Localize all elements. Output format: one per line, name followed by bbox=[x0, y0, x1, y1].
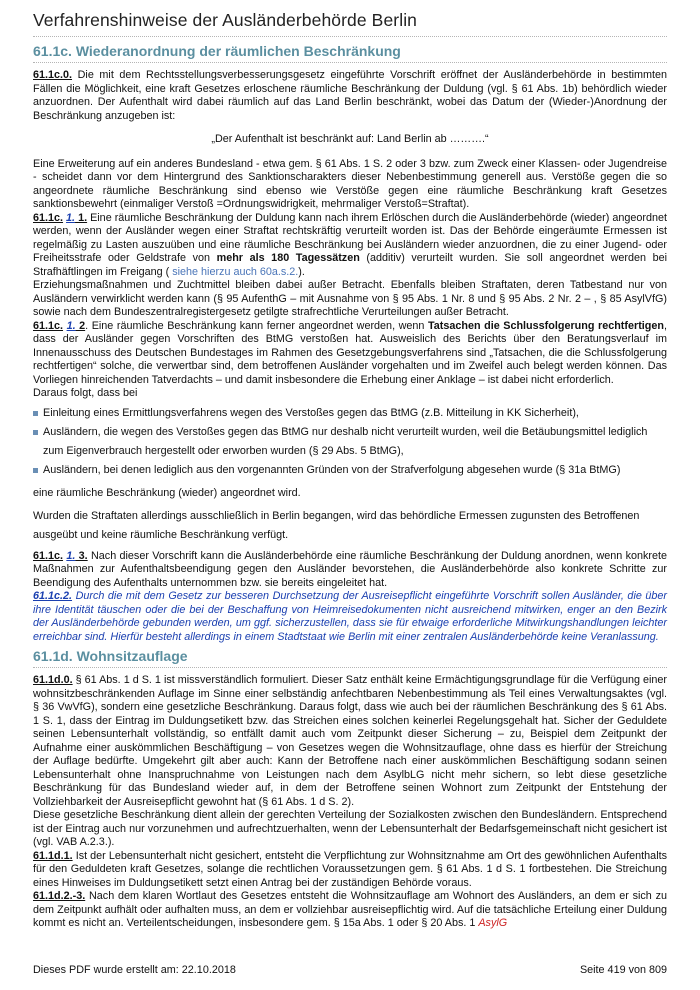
document-title: Verfahrenshinweise der Ausländerbehörde Berlin bbox=[33, 10, 667, 37]
paragraph-number: 1. bbox=[75, 211, 88, 224]
paragraph-number: 2 bbox=[75, 319, 86, 332]
paragraph-ref: 61.1c. bbox=[33, 549, 64, 562]
paragraph-ref: 61.1d.0. bbox=[33, 674, 73, 686]
paragraph-text: Nach dem klaren Wortlaut des Gesetzes entsteht die Wohnsitzauflage am Wohnort des Ausländers, an dem er sich zu dem Zeitpunkt aufhält oder aufhalten muss, an dem er vollziehbar ausreisepflichtig wird. Auf die tatsächliche Erteilung einer Duldung kommt es nicht an. Verteilentscheidungen, insbesondere gem. § 15a Abs. 1 oder § 20 Abs. 1 bbox=[33, 890, 667, 929]
paragraph-61-1c-2 bbox=[33, 590, 667, 644]
emphasis-text: mehr als 180 Tagessätzen bbox=[216, 252, 360, 264]
law-abbreviation: AsylG bbox=[478, 917, 508, 929]
list-item-text: Einleitung eines Ermittlungsverfahrens wegen des Verstoßes gegen das BtMG (z.B. Mitteilung in KK Sicherheit), bbox=[43, 406, 579, 419]
section-heading-61-1c: 61.1c. Wiederanordnung der räumlichen Beschränkung bbox=[33, 43, 667, 63]
bullet-icon bbox=[33, 411, 38, 416]
document-page bbox=[33, 0, 667, 931]
paragraph-ref: 61.1c. bbox=[33, 319, 64, 332]
paragraph-text: Nach dieser Vorschrift kann die Ausländerbehörde eine räumliche Beschränkung der Duldung anordnen, wenn konkrete Maßnahmen zur Aufenthaltsbeendigung gegen den Ausländer bevorstehen, die Ausländerbehörde also konkrete Schritte zur Beendigung des Aufenthalts unternommen bzw. sie bereits eingeleitet hat. bbox=[33, 549, 667, 589]
bullet-list bbox=[33, 404, 667, 480]
paragraph-text: § 61 Abs. 1 d S. 1 ist missverständlich formuliert. Dieser Satz enthält keine Ermächtigungsgrundlage für die Verfügung einer wohnsitzbeschränkenden Auflage im Sinne einer selbständig anfechtbaren Nebenbestimmung als Teil eines Verwaltungsaktes (vgl. § 36 VwVfG), sondern eine gesetzliche Beschränkung. Daraus folgt, dass wie auch bei der räumlichen Beschränkung des § 61 Abs. 1 S. 1, dass der Eintrag im Duldungsetikett bzw. das Streichen eines solchen keinerlei Regelungsgehalt hat. Sicher der Geduldete seinen Lebensunterhalt vollständig, so entfällt damit auch vom Zeitpunkt dieser Sicherung – zu, Beispiel dem Zeitpunkt der Aufnahme einer auskömmlichen Beschäftigung – von Gesetzes wegen die Wohnsitzauflage, ohne dass es hierfür der Streichung der Auflage bedürfte. Umgekehrt gilt aber auch: Kann der Betroffene nach einer auskömmlichen Beschäftigung sodann seinen Lebensunterhalt ohne Inanspruchnahme von Leistungen nach dem AsylbLG nicht mehr sichern, so lebt diese gesetzliche Beschränkung für das Bundesland wieder auf, in dem der Betroffene seinen Wohnort zum Zeitpunkt der Entstehung der Vollziehbarkeit der Ausreisepflicht gewohnt hat (§ 61 Abs. 1 d S. 2). bbox=[33, 674, 667, 808]
paragraph-61-1c-1-2 bbox=[33, 320, 667, 388]
paragraph-text: . Eine räumliche Beschränkung kann ferner angeordnet werden, wenn bbox=[85, 319, 428, 332]
quote-line: „Der Aufenthalt ist beschränkt auf: Land Berlin ab ……….“ bbox=[211, 133, 489, 145]
page-number: Seite 419 von 809 bbox=[579, 964, 667, 976]
paragraph-61-1c-1-3 bbox=[33, 550, 667, 591]
bullet-icon bbox=[33, 430, 38, 435]
paragraph-ref: 61.1d.2.-3. bbox=[33, 890, 86, 902]
paragraph-text: , dass der Ausländer gegen Vorschriften des BtMG verstoßen hat. Ausweislich des Berichts über den Beratungsverlauf im Innenausschuss des Deutschen Bundestages im Rahmen des Gesetzgebungsverfahrens sind „Tatsachen, die die Schlussfolgerung rechtfertigen“ solche, die verwertbar sind, dem betroffenen Ausländer vorgehalten und im Zweifel auch belegt werden können. Das Vorliegen hinreichenden Tatverdachts – und damit insbesondere die Erhebung einer Anklage – ist dabei nicht erforderlich. bbox=[33, 319, 667, 386]
paragraph-extension: Eine Erweiterung auf ein anderes Bundesland - etwa gem. § 61 Abs. 1 S. 2 oder 3 bzw. zum Zweck einer Klassen- oder Jugendreise - scheidet dann vor dem Hintergrund des Sanktionscharakters dieser Nebenbestimmung generell aus. Verstöße gegen die so angeordnete räumliche Beschränkung sind ebenso wie Verstöße gegen eine räumliche Beschränkung kraft Gesetzes sanktionsbewehrt (einmaliger Verstoß =Ordnungswidrigkeit, mehrmaliger Verstoß=Straftat). bbox=[33, 157, 667, 210]
emphasis-text: Tatsachen die Schlussfolgerung rechtfertigen bbox=[427, 319, 664, 332]
section-heading-61-1d: 61.1d. Wohnsitzauflage bbox=[33, 648, 667, 668]
paragraph-measures: Erziehungsmaßnahmen und Zuchtmittel bleiben dabei außer Betracht. Ebenfalls bleiben Straftaten, deren Tatbestand nur von Ausländern verwirklicht werden kann (§ 95 AufenthG – mit Ausnahme von § 95 Abs. 1 Nr. 8 und § 95 Abs. 2 Nr. 2 – , § 85 AsylVfG) sowie nach dem Bundeszentralregistergesetz getilgte strafrechtliche Verurteilungen außer Betracht. bbox=[33, 279, 667, 318]
paragraph-text: (additiv) verurteilt wurden. Sie soll angeordnet werden bei Strafhäftlingen im Freigang ( bbox=[33, 252, 667, 278]
paragraph-berlin: Wurden die Straftaten allerdings ausschließlich in Berlin begangen, wird das behördliche Ermessen zugunsten des Betroffenen ausgeübt und keine räumliche Beschränkung verfügt. bbox=[33, 509, 640, 541]
list-item bbox=[33, 404, 667, 423]
paragraph-61-1d-0 bbox=[33, 674, 667, 809]
cross-reference-link[interactable]: 1. bbox=[66, 211, 76, 224]
paragraph-text: Eine räumliche Beschränkung der Duldung kann nach ihrem Erlöschen durch die Ausländerbehörde (wieder) angeordnet werden, wenn der Ausländer wegen einer Straftat rechtskräftig verurteilt worden ist. Das der Behörde eingeräumte Ermessen ist regelmäßig zu Lasten auszuüben und eine räumliche Beschränkung bei Ausländern wieder anzuordnen, die zu einer Jugend- oder Freiheitsstrafe oder Geldstrafe von bbox=[33, 211, 667, 264]
list-item-text: Ausländern, bei denen lediglich aus den vorgenannten Gründen von der Strafverfolgung abgesehen wurde (§ 31a BtMG) bbox=[43, 463, 621, 476]
paragraph-number: 3. bbox=[75, 549, 88, 562]
paragraph-ref: 61.1c. bbox=[33, 211, 64, 224]
paragraph-61-1c-1-1 bbox=[33, 212, 667, 280]
cross-reference-link[interactable]: 1. bbox=[66, 319, 76, 332]
paragraph-61-1d-2-3 bbox=[33, 890, 667, 931]
paragraph-ref: 61.1c.0. bbox=[33, 69, 73, 81]
paragraph-text: Ist der Lebensunterhalt nicht gesichert, entsteht die Verpflichtung zur Wohnsitznahme am Ort des gewöhnlichen Aufenthalts für den Geduldeten kraft Gesetzes, solange die rechtlichen Voraussetzungen gem. § 61 Abs. 1 d S. 1 fortbestehen. Die Streichung eines Hinweises im Duldungsetikett setzt einen Antrag bei der zuständigen Behörde voraus. bbox=[33, 849, 667, 889]
paragraph-text: ). bbox=[298, 265, 305, 278]
paragraph-follows: Daraus folgt, dass bei bbox=[33, 387, 138, 399]
see-also-link[interactable]: siehe hierzu auch 60a.s.2. bbox=[172, 265, 299, 278]
paragraph-order: eine räumliche Beschränkung (wieder) angeordnet wird. bbox=[33, 486, 301, 499]
bullet-icon bbox=[33, 468, 38, 473]
cross-reference-link[interactable]: 1. bbox=[66, 549, 76, 562]
paragraph-61-1d-1 bbox=[33, 850, 667, 891]
paragraph-61-1c-0 bbox=[33, 69, 667, 123]
list-item-text: Ausländern, die wegen des Verstoßes gegen das BtMG nur deshalb nicht verurteilt wurden, weil die Betäubungsmittel lediglich zum Eigenverbrauch hergestellt oder erworben wurden (§ 29 Abs. 5 BtMG), bbox=[43, 425, 648, 457]
creation-date: Dieses PDF wurde erstellt am: 22.10.2018 bbox=[33, 964, 236, 976]
cross-reference-link[interactable]: 61.1c.2. bbox=[33, 590, 73, 602]
paragraph-text: Durch die mit dem Gesetz zur besseren Durchsetzung der Ausreisepflicht eingeführte Vorschrift sollen Ausländer, die über ihre Identität täuschen oder die bei der Beschaffung von Heimreisedokumenten nicht ausreichend mitwirken, enger an den Bezirk der Ausländerbehörde gebunden werden, um ggf. sicherzustellen, dass sie für etwaige erforderliche Mitwirkungshandlungen leichter erreichbar sind. Hierfür besteht allerdings in einem Stadtstaat wie Berlin mit einer zentralen Ausländerbehörde keine Veranlassung. bbox=[33, 590, 667, 643]
list-item bbox=[33, 423, 667, 461]
page-footer bbox=[33, 964, 667, 976]
paragraph-social-costs: Diese gesetzliche Beschränkung dient allein der gerechten Verteilung der Sozialkosten zwischen den Bundesländern. Entsprechend ist der Eintrag auch nur vorzunehmen und aufrechtzuerhalten, wenn der Lebensunterhalt der Bedarfsgemeinschaft nicht gesichert ist (vgl. VAB A.2.3.). bbox=[33, 809, 667, 848]
paragraph-text: Die mit dem Rechtsstellungsverbesserungsgesetz eingeführte Vorschrift eröffnet der Ausländerbehörde in bestimmten Fällen die Möglichkeit, eine kraft Gesetzes erloschene räumliche Beschränkung der Duldung (vgl. § 61 Abs. 1b) behördlich wieder anzuordnen. Der Aufenthalt wird dabei räumlich auf das Land Berlin beschränkt, wobei das Datum der (Wieder-)Anordnung der Beschränkung anzugeben ist: bbox=[33, 69, 667, 122]
paragraph-ref: 61.1d.1. bbox=[33, 849, 73, 862]
list-item bbox=[33, 461, 667, 480]
